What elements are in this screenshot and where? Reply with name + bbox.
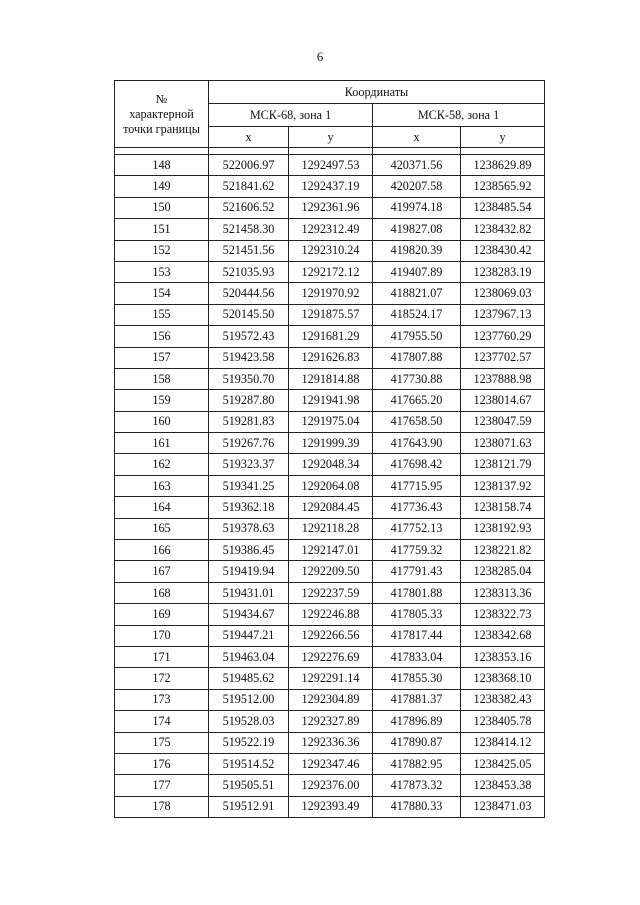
table-row: [115, 775, 545, 796]
msk68-y-cell: 1292437.19: [289, 176, 373, 197]
msk68-y-cell: 1292497.53: [289, 155, 373, 176]
table-row: [115, 368, 545, 389]
msk58-y-cell: 1237967.13: [461, 304, 545, 325]
msk58-x-cell: 417752.13: [373, 518, 461, 539]
point-number-cell: 168: [115, 582, 209, 603]
msk58-x-cell: 419827.08: [373, 219, 461, 240]
msk68-y-cell: 1292266.56: [289, 625, 373, 646]
point-number-header-line3: точки границы: [123, 121, 200, 136]
msk58-x-cell: 418821.07: [373, 283, 461, 304]
msk68-y-cell: 1292118.28: [289, 518, 373, 539]
msk68-x-cell: 519323.37: [209, 454, 289, 475]
point-number-cell: 150: [115, 197, 209, 218]
msk68-x-header: x: [209, 127, 289, 148]
point-number-cell: 169: [115, 604, 209, 625]
msk58-y-cell: 1238405.78: [461, 711, 545, 732]
point-number-cell: 161: [115, 433, 209, 454]
system-msk58-header: МСК-58, зона 1: [373, 104, 545, 127]
msk58-y-cell: 1237760.29: [461, 326, 545, 347]
point-number-cell: 152: [115, 240, 209, 261]
msk68-x-cell: 519512.91: [209, 796, 289, 817]
msk58-y-cell: 1238158.74: [461, 497, 545, 518]
point-number-header-line1: №: [155, 91, 168, 106]
msk68-y-cell: 1291626.83: [289, 347, 373, 368]
msk68-x-cell: 519386.45: [209, 540, 289, 561]
msk68-x-cell: 519267.76: [209, 433, 289, 454]
msk68-y-cell: 1292312.49: [289, 219, 373, 240]
table-row: [115, 433, 545, 454]
point-number-cell: 155: [115, 304, 209, 325]
table-row: [115, 604, 545, 625]
msk58-y-header: y: [461, 127, 545, 148]
point-number-cell: 175: [115, 732, 209, 753]
msk58-x-cell: 417881.37: [373, 689, 461, 710]
point-number-cell: 151: [115, 219, 209, 240]
msk68-y-cell: 1292393.49: [289, 796, 373, 817]
table-row: [115, 711, 545, 732]
msk68-y-cell: 1292347.46: [289, 753, 373, 774]
msk68-y-cell: 1292064.08: [289, 475, 373, 496]
msk58-x-cell: 419974.18: [373, 197, 461, 218]
msk68-x-cell: 519514.52: [209, 753, 289, 774]
table-row: [115, 732, 545, 753]
msk58-y-cell: 1238414.12: [461, 732, 545, 753]
table-row: [115, 753, 545, 774]
msk58-y-cell: 1238121.79: [461, 454, 545, 475]
msk58-y-cell: 1238322.73: [461, 604, 545, 625]
table-row: [115, 197, 545, 218]
msk68-y-cell: 1291970.92: [289, 283, 373, 304]
msk58-x-cell: 417817.44: [373, 625, 461, 646]
msk58-y-cell: 1238485.54: [461, 197, 545, 218]
msk68-x-cell: 521606.52: [209, 197, 289, 218]
msk68-y-cell: 1291941.98: [289, 390, 373, 411]
msk68-x-cell: 519281.83: [209, 411, 289, 432]
msk68-y-cell: 1292304.89: [289, 689, 373, 710]
table-row: [115, 283, 545, 304]
table-row: [115, 540, 545, 561]
msk58-x-cell: 417955.50: [373, 326, 461, 347]
msk68-x-cell: 519423.58: [209, 347, 289, 368]
msk68-y-cell: 1292361.96: [289, 197, 373, 218]
msk58-y-cell: 1238368.10: [461, 668, 545, 689]
msk68-x-cell: 519350.70: [209, 368, 289, 389]
point-number-cell: 172: [115, 668, 209, 689]
msk58-x-cell: 417698.42: [373, 454, 461, 475]
msk58-x-cell: 417855.30: [373, 668, 461, 689]
table-row: [115, 219, 545, 240]
table-row: [115, 625, 545, 646]
msk58-x-cell: 417665.20: [373, 390, 461, 411]
msk68-x-cell: 521841.62: [209, 176, 289, 197]
point-number-cell: 160: [115, 411, 209, 432]
msk58-x-cell: 417882.95: [373, 753, 461, 774]
msk58-y-cell: 1238565.92: [461, 176, 545, 197]
point-number-cell: 164: [115, 497, 209, 518]
point-number-cell: 157: [115, 347, 209, 368]
point-number-cell: 153: [115, 261, 209, 282]
msk58-y-cell: 1237702.57: [461, 347, 545, 368]
table-row: [115, 668, 545, 689]
msk58-y-cell: 1238353.16: [461, 646, 545, 667]
table-row: [115, 796, 545, 817]
msk58-y-cell: 1237888.98: [461, 368, 545, 389]
table-row: [115, 411, 545, 432]
msk58-x-header: x: [373, 127, 461, 148]
table-row: [115, 304, 545, 325]
msk68-y-cell: 1292291.14: [289, 668, 373, 689]
msk58-y-cell: 1238283.19: [461, 261, 545, 282]
msk68-x-cell: 519447.21: [209, 625, 289, 646]
msk68-y-cell: 1292209.50: [289, 561, 373, 582]
msk58-x-cell: 417896.89: [373, 711, 461, 732]
msk58-x-cell: 417807.88: [373, 347, 461, 368]
point-number-cell: 163: [115, 475, 209, 496]
point-number-cell: 148: [115, 155, 209, 176]
point-number-cell: 176: [115, 753, 209, 774]
msk58-x-cell: 417873.32: [373, 775, 461, 796]
msk58-y-cell: 1238432.82: [461, 219, 545, 240]
table-row: [115, 689, 545, 710]
table-row: [115, 454, 545, 475]
msk58-x-cell: 419407.89: [373, 261, 461, 282]
point-number-cell: 170: [115, 625, 209, 646]
table-row: [115, 240, 545, 261]
msk58-x-cell: 420207.58: [373, 176, 461, 197]
point-number-cell: 166: [115, 540, 209, 561]
point-number-cell: 165: [115, 518, 209, 539]
table-row: [115, 261, 545, 282]
msk68-x-cell: 519572.43: [209, 326, 289, 347]
msk68-x-cell: 519419.94: [209, 561, 289, 582]
point-number-cell: 158: [115, 368, 209, 389]
msk68-x-cell: 519362.18: [209, 497, 289, 518]
msk68-x-cell: 519505.51: [209, 775, 289, 796]
point-number-cell: 174: [115, 711, 209, 732]
msk58-y-cell: 1238221.82: [461, 540, 545, 561]
msk68-y-cell: 1291975.04: [289, 411, 373, 432]
msk58-x-cell: 417759.32: [373, 540, 461, 561]
table-row: [115, 347, 545, 368]
msk58-x-cell: 417805.33: [373, 604, 461, 625]
msk58-y-cell: 1238430.42: [461, 240, 545, 261]
msk58-x-cell: 417833.04: [373, 646, 461, 667]
msk68-y-cell: 1292276.69: [289, 646, 373, 667]
point-number-cell: 171: [115, 646, 209, 667]
msk68-x-cell: 519512.00: [209, 689, 289, 710]
point-number-cell: 156: [115, 326, 209, 347]
point-number-cell: 159: [115, 390, 209, 411]
point-number-header: [115, 81, 209, 148]
msk68-y-cell: 1292327.89: [289, 711, 373, 732]
table-row: [115, 582, 545, 603]
msk58-y-cell: 1238629.89: [461, 155, 545, 176]
msk68-y-header: y: [289, 127, 373, 148]
msk68-x-cell: 519434.67: [209, 604, 289, 625]
msk68-y-cell: 1292376.00: [289, 775, 373, 796]
msk68-y-cell: 1292084.45: [289, 497, 373, 518]
table-row: [115, 518, 545, 539]
msk58-y-cell: 1238313.36: [461, 582, 545, 603]
system-msk68-header: МСК-68, зона 1: [209, 104, 373, 127]
table-row: [115, 646, 545, 667]
msk58-y-cell: 1238382.43: [461, 689, 545, 710]
msk68-y-cell: 1292246.88: [289, 604, 373, 625]
msk68-y-cell: 1291875.57: [289, 304, 373, 325]
msk58-x-cell: 420371.56: [373, 155, 461, 176]
coordinates-header: Координаты: [209, 81, 545, 104]
msk68-y-cell: 1291999.39: [289, 433, 373, 454]
msk68-x-cell: 519431.01: [209, 582, 289, 603]
table-row: [115, 176, 545, 197]
point-number-cell: 177: [115, 775, 209, 796]
msk68-x-cell: 519287.80: [209, 390, 289, 411]
msk68-y-cell: 1292048.34: [289, 454, 373, 475]
table-row: [115, 497, 545, 518]
msk58-y-cell: 1238137.92: [461, 475, 545, 496]
coordinates-table: [114, 80, 545, 818]
msk58-y-cell: 1238071.63: [461, 433, 545, 454]
msk68-x-cell: 519485.62: [209, 668, 289, 689]
point-number-cell: 167: [115, 561, 209, 582]
msk68-x-cell: 522006.97: [209, 155, 289, 176]
msk68-x-cell: 521451.56: [209, 240, 289, 261]
table-row: [115, 155, 545, 176]
msk58-x-cell: 417736.43: [373, 497, 461, 518]
msk68-y-cell: 1291814.88: [289, 368, 373, 389]
msk58-y-cell: 1238453.38: [461, 775, 545, 796]
msk58-x-cell: 417890.87: [373, 732, 461, 753]
msk58-x-cell: 417715.95: [373, 475, 461, 496]
msk68-x-cell: 520145.50: [209, 304, 289, 325]
msk68-y-cell: 1292172.12: [289, 261, 373, 282]
msk68-x-cell: 521458.30: [209, 219, 289, 240]
msk58-x-cell: 419820.39: [373, 240, 461, 261]
msk58-x-cell: 417658.50: [373, 411, 461, 432]
table-row: [115, 561, 545, 582]
msk58-x-cell: 417801.88: [373, 582, 461, 603]
msk68-x-cell: 519378.63: [209, 518, 289, 539]
msk58-y-cell: 1238047.59: [461, 411, 545, 432]
msk68-x-cell: 520444.56: [209, 283, 289, 304]
msk58-x-cell: 417880.33: [373, 796, 461, 817]
msk68-y-cell: 1292147.01: [289, 540, 373, 561]
msk58-y-cell: 1238425.05: [461, 753, 545, 774]
msk68-y-cell: 1292310.24: [289, 240, 373, 261]
msk58-y-cell: 1238014.67: [461, 390, 545, 411]
point-number-cell: 149: [115, 176, 209, 197]
msk58-x-cell: 418524.17: [373, 304, 461, 325]
point-number-cell: 173: [115, 689, 209, 710]
msk68-x-cell: 519522.19: [209, 732, 289, 753]
point-number-header-line2: характерной: [129, 106, 194, 121]
point-number-cell: 154: [115, 283, 209, 304]
msk68-x-cell: 519528.03: [209, 711, 289, 732]
table-row: [115, 326, 545, 347]
page-number: 6: [316, 49, 324, 64]
msk58-x-cell: 417643.90: [373, 433, 461, 454]
msk58-y-cell: 1238342.68: [461, 625, 545, 646]
msk68-x-cell: 519463.04: [209, 646, 289, 667]
msk58-x-cell: 417791.43: [373, 561, 461, 582]
point-number-cell: 162: [115, 454, 209, 475]
msk68-x-cell: 519341.25: [209, 475, 289, 496]
msk58-x-cell: 417730.88: [373, 368, 461, 389]
msk58-y-cell: 1238285.04: [461, 561, 545, 582]
header-spacer-row: [115, 148, 545, 155]
msk58-y-cell: 1238471.03: [461, 796, 545, 817]
msk58-y-cell: 1238069.03: [461, 283, 545, 304]
msk68-y-cell: 1292237.59: [289, 582, 373, 603]
msk58-y-cell: 1238192.93: [461, 518, 545, 539]
table-row: [115, 475, 545, 496]
table-row: [115, 390, 545, 411]
point-number-cell: 178: [115, 796, 209, 817]
msk68-y-cell: 1292336.36: [289, 732, 373, 753]
coordinates-table-body: [115, 155, 545, 818]
msk68-y-cell: 1291681.29: [289, 326, 373, 347]
msk68-x-cell: 521035.93: [209, 261, 289, 282]
